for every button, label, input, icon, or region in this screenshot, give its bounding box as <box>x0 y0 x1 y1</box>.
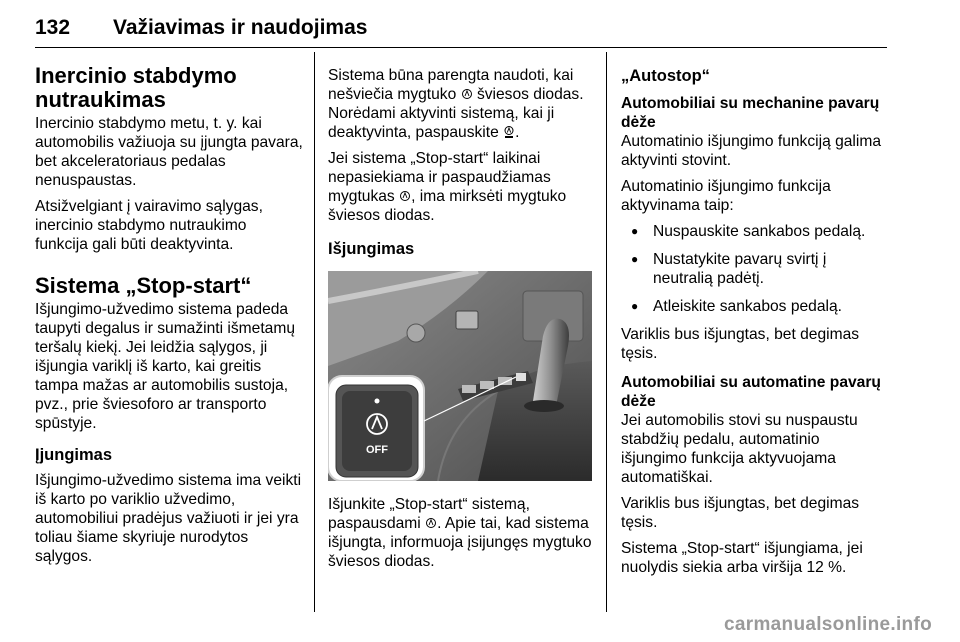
paragraph: Išjungimo-užvedimo sistema ima veikti iš karto po variklio užvedimo, automobiliui pradėjus važiuoti ir jei yra toliau šiame skyriuje nurodytos sąlygos. <box>35 472 302 565</box>
column-3 <box>621 52 887 584</box>
stop-start-icon <box>425 516 437 530</box>
text: šviesos diodas. Norėdami aktyvinti sistemą, kai ji deaktyvinta, paspauskite <box>328 86 584 141</box>
stop-start-icon <box>461 87 473 101</box>
off-button-label: OFF <box>366 444 388 456</box>
paragraph: Išjungimo-užvedimo sistema padeda taupyti degalus ir sumažinti išmetamų teršalų kiekį. Jei leidžia sąlygos, ji išjungia variklį iš karto, kai greitis tampa mažas ar automobilis sustoja, pvz., prie šviesoforo ar transporto spūstyje. <box>35 301 296 432</box>
heading-inertia: Inercinio stabdymo nutraukimas <box>35 63 237 112</box>
heading-autostop: „Autostop“ <box>621 67 710 85</box>
page-header <box>35 10 887 48</box>
list-item: ● Atleiskite sankabos pedalą. <box>621 297 887 316</box>
heading-isjungimas: Išjungimas <box>328 240 415 258</box>
paragraph <box>328 66 592 142</box>
paragraph <box>328 495 592 571</box>
column-1 <box>35 52 303 573</box>
paragraph: Automatinio išjungimo funkciją galima aktyvinti stovint. <box>621 133 882 169</box>
paragraph: Automatinio išjungimo funkcija aktyvinama taip: <box>621 178 831 214</box>
stop-start-off-icon <box>503 125 515 139</box>
text: Išjunkite „Stop-start“ sistemą, paspausdami <box>328 496 530 532</box>
list-item: ● Nustatykite pavarų svirtį į neutralią padėtį. <box>621 250 887 288</box>
gear-console-figure <box>328 271 592 481</box>
watermark: carmanualsonline.info <box>724 614 932 635</box>
gear-console-illustration <box>328 271 592 481</box>
text: Jei sistema „Stop-start“ laikinai nepasiekiama ir paspaudžiamas mygtukas <box>328 150 551 205</box>
heading-stop-start: Sistema „Stop-start“ <box>35 273 252 298</box>
paragraph: Sistema „Stop-start“ išjungiama, jei nuolydis siekia arba viršija 12 %. <box>621 540 863 576</box>
paragraph: Atsižvelgiant į vairavimo sąlygas, inercinio stabdymo nutraukimo funkcija gali būti deaktyvinta. <box>35 198 263 253</box>
paragraph <box>328 149 592 225</box>
column-2 <box>328 52 592 578</box>
column-divider-1 <box>314 52 315 612</box>
stop-start-icon <box>399 189 411 203</box>
list-item: ● Nuspauskite sankabos pedalą. <box>621 222 887 241</box>
paragraph: Jei automobilis stovi su nuspaustu stabdžių pedalu, automatinio išjungimo funkcija aktyvuojama automatiškai. <box>621 412 858 486</box>
chapter-title: Važiavimas ir naudojimas <box>113 16 368 39</box>
paragraph: Variklis bus išjungtas, bet degimas tęsis. <box>621 326 860 362</box>
text: Sistema būna parengta naudoti, kai nešviečia mygtuko <box>328 67 574 103</box>
text: . Apie tai, kad sistema išjungta, informuoja įsijungęs mygtuko šviesos diodas. <box>328 515 592 570</box>
heading-ijungimas: Įjungimas <box>35 446 113 464</box>
text: , ima mirksėti mygtuko šviesos diodas. <box>328 188 567 224</box>
paragraph: Variklis bus išjungtas, bet degimas tęsis. <box>621 495 860 531</box>
text: . <box>515 124 520 141</box>
column-divider-2 <box>606 52 607 612</box>
heading-automatic: Automobiliai su automatine pavarų dėže <box>621 374 881 410</box>
paragraph: Inercinio stabdymo metu, t. y. kai automobilis važiuoja su įjungta pavara, bet akceleratoriaus pedalas nenuspaustas. <box>35 115 303 189</box>
bullet-list <box>621 222 887 316</box>
heading-manual: Automobiliai su mechanine pavarų dėže <box>621 95 880 131</box>
page-number: 132 <box>35 16 71 39</box>
